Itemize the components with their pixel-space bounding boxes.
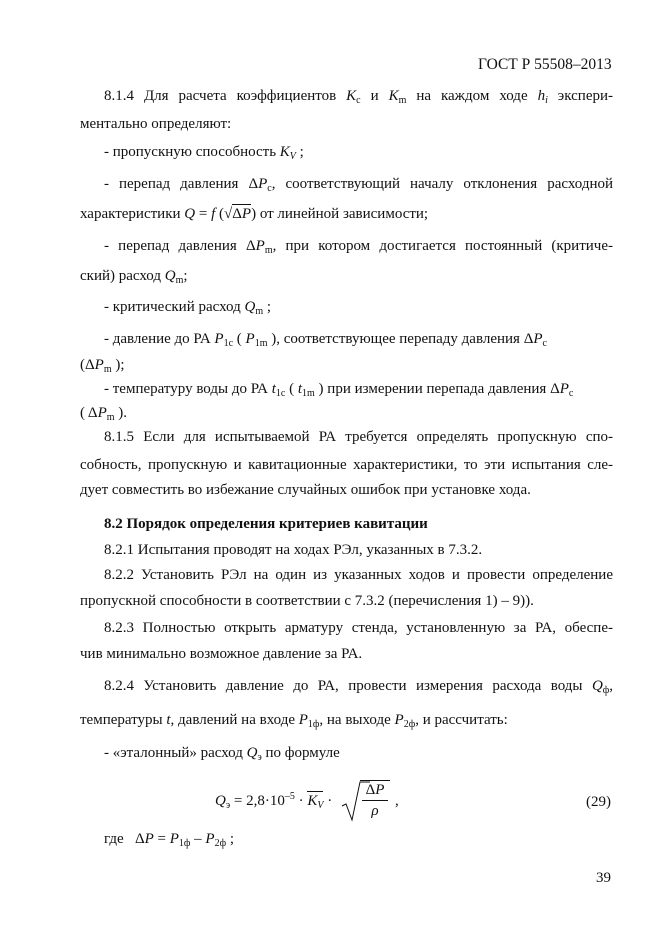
formula-number: (29) bbox=[586, 794, 611, 810]
list-item-qm: - критический расход $Q_m$ ; bbox=[104, 299, 272, 317]
gost-header: ГОСТ Р 55508–2013 bbox=[478, 56, 612, 73]
paragraph-8-1-5-line1: 8.1.5 Если для испытываемой РА требуется определять пропускную спо- bbox=[104, 429, 613, 445]
paragraph-8-2-2-line2: пропускной способности в соответствии с 7.3.2 (перечисления 1) – 9)). bbox=[80, 593, 534, 609]
document-page: ГОСТ Р 55508–2013 8.1.4 Для расчета коэффициентов $K_c$ и $K_m$ на каждом ходе $h_i$ экспери- ментально определяют: - пропускную способность $K_V$ ; - перепад давления $\Delta P_c$, соответствующий началу отклонения расходной характеристики Q = f (√ΔP) от линейной зависимости; - перепад давления $\Delta P_m$, при котором достигается постоянный (критиче- ский) расход $Q_m$; - критический расход $Q_m$ ; - давление до РА $P_{1c}$ ( $P_{1m}$ ), соответствующее перепаду давления $\Delta P_c$ ($\Delta P_m$ ); - температуру воды до РА $t_{1c}$ ( $t_{1m}$ ) при измерении перепада давления $\Delta P_c$ ( $\Delta P_m$ ). 8.1.5 Если для испытываемой РА требуется определять пропускную спо- собность, пропускную и кавитационные характеристики, то эти испытания сле- дует совместить во избежание случайных ошибок при установке хода. 8.2 Порядок определения критериев кавитации 8.2.1 Испытания проводят на ходах РЭл, указанных в 7.3.2. 8.2.2 Установить РЭл на один из указанных ходов и провести определение пропускной способности в соответствии с 7.3.2 (перечисления 1) – 9)). 8.2.3 Полностью открыть арматуру стенда, установленную за РА, обеспе- чив минимально возможное давление за РА. 8.2.4 Установить давление до РА, провести измерения расхода воды $Q_ф$, температуры t, давлений на входе $P_{1ф}$, на выходе $P_{2ф}$, и рассчитать: - «эталонный» расход $Q_э$ по формуле $Q_э = 2,8\cdot 10^{-5} \cdot K_V$ · ΔP ρ , (29) где $\Delta P = P_{1ф} - P_{2ф}$ ; 39 bbox=[80, 56, 614, 886]
paragraph-8-2-4-line2: температуры t, давлений на входе $P_{1ф}$, на выходе $P_{2ф}$, и рассчитать: bbox=[80, 712, 508, 730]
where-clause: где $\Delta P = P_{1ф} - P_{2ф}$ ; bbox=[104, 831, 234, 849]
paragraph-8-2-3-line2: чив минимально возможное давление за РА. bbox=[80, 646, 363, 662]
section-heading-8-2: 8.2 Порядок определения критериев кавитации bbox=[104, 516, 428, 532]
list-item-kv: - пропускную способность $K_V$ ; bbox=[104, 144, 304, 162]
list-item-reference-flow: - «эталонный» расход $Q_э$ по формуле bbox=[104, 745, 340, 763]
list-item-dpc-line2: характеристики Q = f (√ΔP) от линейной зависимости; bbox=[80, 206, 429, 222]
page-number: 39 bbox=[596, 870, 611, 886]
paragraph-8-1-5-line2: собность, пропускную и кавитационные характеристики, то эти испытания сле- bbox=[80, 457, 613, 473]
paragraph-8-2-4-line1: 8.2.4 Установить давление до РА, провести измерения расхода воды $Q_ф$, bbox=[104, 678, 614, 696]
paragraph-8-2-3-line1: 8.2.3 Полностью открыть арматуру стенда, установленную за РА, обеспе- bbox=[104, 620, 613, 636]
list-item-t1-line2: ( $\Delta P_m$ ). bbox=[80, 405, 128, 423]
list-item-dpm-line1: - перепад давления $\Delta P_m$, при котором достигается постоянный (критиче- bbox=[104, 238, 613, 256]
paragraph-8-1-4-line1: 8.1.4 Для расчета коэффициентов $K_c$ и $K_m$ на каждом ходе $h_i$ экспери- bbox=[104, 88, 614, 106]
paragraph-8-1-4-line2: ментально определяют: bbox=[80, 116, 232, 132]
paragraph-8-2-2-line1: 8.2.2 Установить РЭл на один из указанных ходов и провести определение bbox=[104, 567, 613, 583]
list-item-dpc-line1: - перепад давления $\Delta P_c$, соответствующий началу отклонения расходной bbox=[104, 176, 613, 194]
paragraph-8-1-5-line3: дует совместить во избежание случайных ошибок при установке хода. bbox=[80, 482, 531, 498]
list-item-t1-line1: - температуру воды до РА $t_{1c}$ ( $t_{1m}$ ) при измерении перепада давления $\Delta P_c$ bbox=[104, 381, 574, 399]
list-item-dpm-line2: ский) расход $Q_m$; bbox=[80, 268, 188, 286]
paragraph-8-2-1: 8.2.1 Испытания проводят на ходах РЭл, указанных в 7.3.2. bbox=[104, 542, 483, 558]
list-item-p1-line1: - давление до РА $P_{1c}$ ( $P_{1m}$ ), соответствующее перепаду давления $\Delta P_c$ bbox=[104, 331, 547, 349]
list-item-p1-line2: ($\Delta P_m$ ); bbox=[80, 357, 125, 375]
